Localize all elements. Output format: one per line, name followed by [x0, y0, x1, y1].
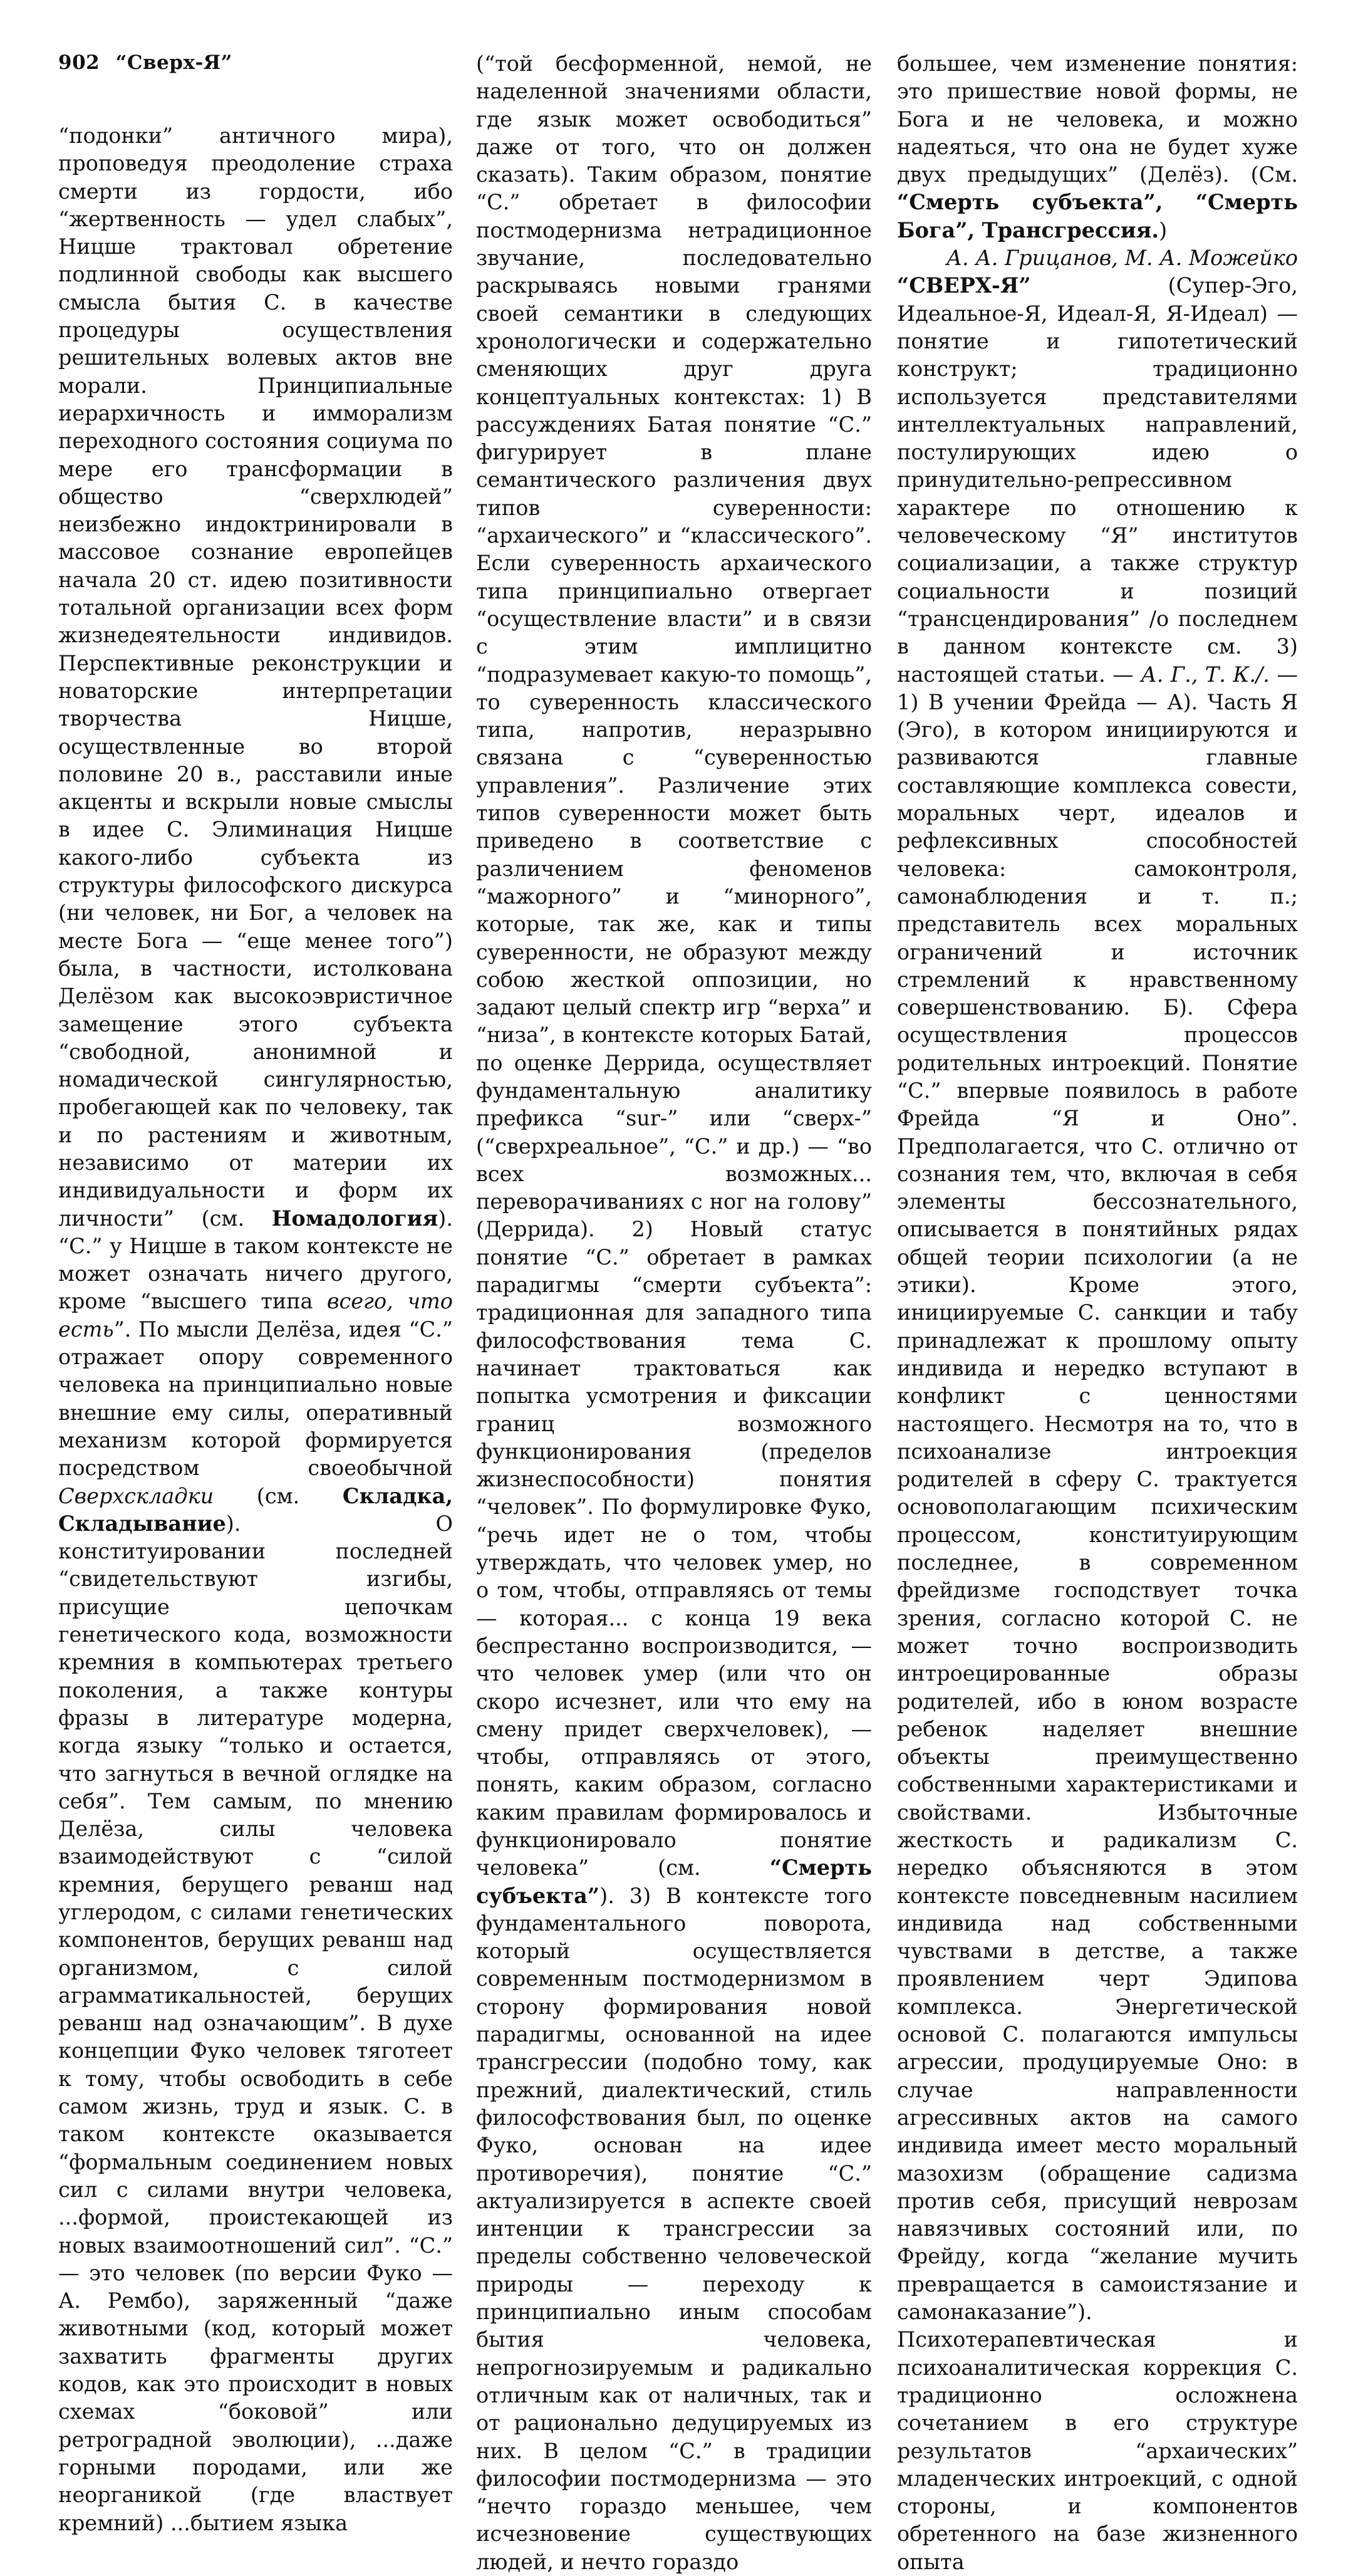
text-run: (“той бесформенной, немой, не наделенной значениями области, где язык может освободиться” даже от того, что он должен сказать). Таким образом, понятие “С.” обретает в философии постмодернизма нетрадиционное звучание, последовательно раскрываясь новыми гранями своей семантики в следующих хронологически и содержательно сменяющих друг друга концептуальных контекстах: 1) В рассуждениях Батая понятие “С.” фигурирует в плане семантического различения двух типов суверенности: “архаического” и “классического”. Если суверенность архаического типа принципиально отвергает “осуществление власти” и в связи с этим имплицитно “подразумевает какую-то помощь”, то суверенность классического типа, напротив, неразрывно связана с “суверенностью управления”. Различение этих типов суверенности может быть приведено в соответствие с различением феноменов “мажорного” и “минорного”, которые, так же, как и типы суверенности, не образуют между собою жесткой оппозиции, но задают целый спектр игр “верха” и “низа”, в контексте которых Батай, по оценке Деррида, осуществляет фундаментальную аналитику префикса “sur-” или “сверх-” (“сверхреальное”, “С.” и др.) — “во всех возможных... переворачиваниях с ног на голову” (Деррида). 2) Новый статус понятие “С.” обретает в рамках парадигмы “смерти субъекта”: традиционная для западного типа философствования тема С. начинает трактоваться как попытка усмотрения и фиксации границ возможного функционирования (пределов жизнеспособности) понятия “человек”. По формулировке Фуко, “речь идет не о том, чтобы утверждать, что человек умер, но о том, чтобы, отправляясь от темы — которая... с конца 19 века беспрестанно воспроизводится, — что человек умер (или что он скоро исчезнет, или что ему на смену придет сверхчеловек), — чтобы, отправляясь от этого, понять, каким образом, согласно каким правилам формировалось и функционировало понятие человека” (см.: [476, 51, 872, 1880]
text-column-3: [897, 50, 1298, 2576]
text-run: ): [1159, 217, 1168, 242]
running-header: [58, 51, 232, 74]
paragraph: [897, 50, 1298, 244]
article-authors: А. А. Грицанов, М. А. Можейко: [946, 246, 1298, 271]
text-run: ). “С.” у Ницше в таком контексте не может означать ничего другого, кроме “высшего типа: [58, 1206, 453, 1314]
cross-reference: Номадология: [271, 1206, 438, 1231]
text-run: (Супер-Эго, Идеальное-Я, Идеал-Я, Я-Идеал) — понятие и гипотетический конструкт; традиционно используется представителями интеллектуальных направлений, постулирующих идею о принудительно-репрессивном характере по отношению к человеческому “Я” институтов социализации, а также структур социальности и позиций “трансцендирования” /о последнем в данном контексте см. 3) настоящей статьи. —: [897, 273, 1298, 687]
running-title: “Сверх-Я”: [115, 51, 232, 74]
paragraph: [476, 50, 872, 2576]
italic-text: Сверхскладки: [58, 1483, 214, 1508]
entry-title: “СВЕРХ-Я”: [897, 273, 1031, 298]
entry-paragraph: [897, 272, 1298, 2576]
text-run: большее, чем изменение понятия: это пришествие новой формы, не Бога и не человека, и можно надеяться, что она не будет хуже двух предыдущих” (Делёз). (См.: [897, 51, 1298, 187]
text-column-2: [476, 50, 872, 2576]
text-run: “подонки” античного мира), проповедуя преодоление страха смерти из гордости, ибо “жертвенность — удел слабых”, Ницше трактовал обретение подлинной свободы как высшего смысла бытия С. в качестве процедуры осуществления решительных волевых актов вне морали. Принципиальные иерархичность и имморализм переходного состояния социума по мере его трансформации в общество “сверхлюдей” неизбежно индоктринировали в массовое сознание европейцев начала 20 ст. идею позитивности тотальной организации всех форм жизнедеятельности индивидов. Перспективные реконструкции и новаторские интерпретации творчества Ницше, осуществленные во второй половине 20 в., расставили иные акценты и вскрыли новые смыслы в идее С. Элиминация Ницше какого-либо субъекта из структуры философского дискурса (ни человек, ни Бог, а человек на месте Бога — “еще менее того”) была, в частности, истолкована Делёзом как высокоэвристичное замещение этого субъекта “свободной, анонимной и номадической сингулярностью, пробегающей как по человеку, так и по растениям и животным, независимо от материи их индивидуальности и форм их личности” (см.: [58, 123, 453, 1231]
text-run: ). 3) В контексте того фундаментального поворота, который осуществляется современным постмодернизмом в сторону формирования новой парадигмы, основанной на идее трансгрессии (подобно тому, как прежний, диалектический, стиль философствования был, по оценке Фуко, основан на идее противоречия), понятие “С.” актуализируется в аспекте своей интенции к трансгрессии за пределы собственно человеческой природы — переходу к принципиально иным способам бытия человека, непрогнозируемым и радикально отличным как от наличных, так и от рационально дедуцируемых из них. В целом “С.” в традиции философии постмодернизма — это “нечто гораздо меньшее, чем исчезновение существующих людей, и нечто гораздо: [476, 1883, 872, 2574]
paragraph: [58, 122, 453, 2537]
italic-text: А. Г., Т. К./.: [1141, 662, 1270, 687]
text-column-1: [58, 122, 453, 2537]
cross-reference: “Смерть субъекта”, “Смерть Бога”, Трансгрессия.: [897, 190, 1298, 242]
text-run: ”. По мысли Делёза, идея “С.” отражает опору современного человека на принципиально новые внешние ему силы, оперативный механизм которой формируется посредством своеобычной: [58, 1317, 453, 1481]
cross-reference: Складка, Складывание: [58, 1483, 453, 1536]
page-number: 902: [58, 51, 100, 74]
text-run: — 1) В учении Фрейда — А). Часть Я (Эго), в котором инициируются и развиваются главные составляющие комплекса совести, моральных черт, идеалов и рефлексивных способностей человека: самоконтроля, самонаблюдения и т. п.; представитель всех моральных ограничений и источник стремлений к нравственному совершенствованию. Б). Сфера осуществления процессов родительных интроекций. Понятие “С.” впервые появилось в работе Фрейда “Я и Оно”. Предполагается, что С. отлично от сознания тем, что, включая в себя элементы бессознательного, описывается в понятийных рядах общей теории психологии (а не этики). Кроме этого, инициируемые С. санкции и табу принадлежат к прошлому опыту индивида и нередко вступают в конфликт с ценностями настоящего. Несмотря на то, что в психоанализе интроекция родителей в сферу С. трактуется основополагающим психическим процессом, конституирующим последнее, в современном фрейдизме господствует точка зрения, согласно которой С. не может точно воспроизводить интроецированные образы родителей, ибо в юном возрасте ребенок наделяет внешние объекты преимущественно собственными характеристиками и свойствами. Избыточные жесткость и радикализм С. нередко объясняются в этом контексте повседневным насилием индивида над собственными чувствами в детстве, а также проявлением черт Эдипова комплекса. Энергетической основой С. полагаются импульсы агрессии, продуцируемые Оно: в случае направленности агрессивных актов на самого индивида имеет место моральный мазохизм (обращение садизма против себя, присущий неврозам навязчивых состояний или, по Фрейду, когда “желание мучить превращается в самоистязание и самонаказание”). Психотерапевтическая и психоаналитическая коррекция С. традиционно осложнена сочетанием в его структуре результатов “архаических” младенческих интроекций, с одной стороны, и компонентов обретенного на базе жизненного опыта: [897, 662, 1298, 2574]
text-run: (см.: [214, 1483, 343, 1508]
italic-text: всего, что есть: [58, 1289, 453, 1342]
text-run: ). О конституировании последней “свидетельствуют изгибы, присущие цепочкам генетического кода, возможности кремния в компьютерах третьего поколения, а также контуры фразы в литературе модерна, когда языку “только и остается, что загнуться в вечной оглядке на себя”. Тем самым, по мнению Делёза, силы человека взаимодействуют с “силой кремния, берущего реванш над углеродом, с силами генетических компонентов, берущих реванш над организмом, с силой аграмматикальностей, берущих реванш над означающим”. В духе концепции Фуко человек тяготеет к тому, чтобы освободить в себе самом жизнь, труд и язык. С. в таком контексте оказывается “формальным соединением новых сил с силами внутри человека, ...формой, проистекающей из новых взаимоотношений сил”. “С.” — это человек (по версии Фуко — А. Рембо), заряженный “даже животными (код, который может захватить фрагменты других кодов, как это происходит в новых схемах “боковой” или ретроградной эволюции), ...даже горными породами, или же неорганикой (где властвует кремний) ...бытием языка: [58, 1511, 453, 2535]
cross-reference: “Смерть субъекта”: [476, 1855, 872, 1908]
